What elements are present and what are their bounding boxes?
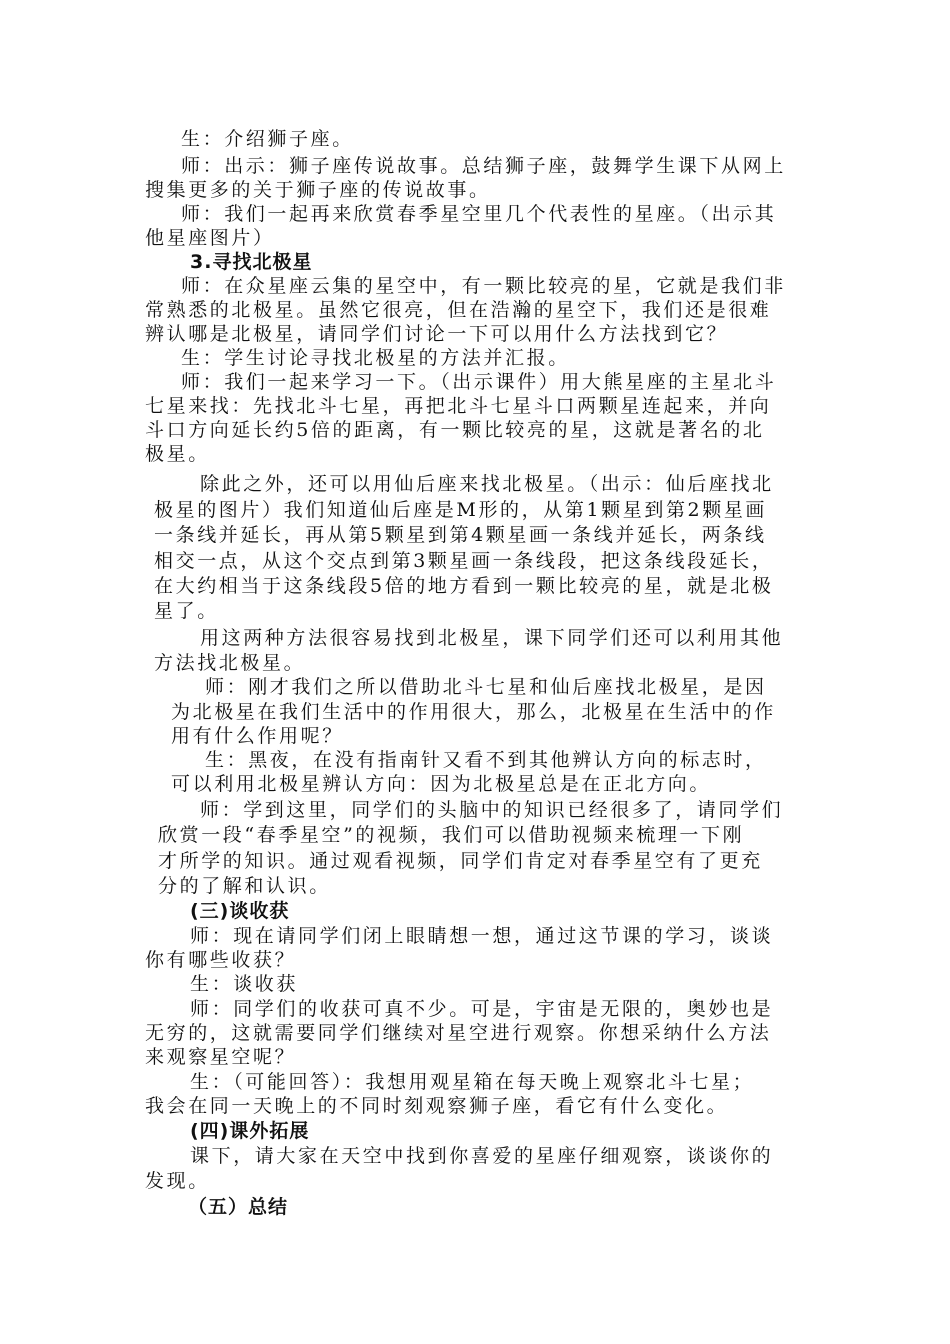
text-line: 搜集更多的关于狮子座的传说故事。: [145, 179, 491, 201]
text-line: 生：介绍狮子座。: [181, 128, 354, 150]
text-line: 星了。: [154, 600, 219, 622]
text-line: 除此之外，还可以用仙后座来找北极星。（出示：仙后座找北: [200, 473, 774, 495]
text-line: 他星座图片）: [145, 227, 275, 249]
text-line: 用这两种方法很容易找到北极星，课下同学们还可以利用其他: [200, 627, 784, 649]
text-line: 师：刚才我们之所以借助北斗七星和仙后座找北极星，是因: [205, 676, 767, 698]
text-line: 分的了解和认识。: [158, 875, 331, 897]
text-line: 我会在同一天晚上的不同时刻观察狮子座，看它有什么变化。: [145, 1095, 729, 1117]
text-line: 斗口方向延长约5倍的距离，有一颗比较亮的星，这就是著名的北: [145, 419, 765, 441]
text-line: 才所学的知识。通过观看视频，同学们肯定对春季星空有了更充: [158, 850, 763, 872]
section-heading: (三)谈收获: [190, 900, 290, 922]
text-line: 一条线并延长，再从第5颗星到第4颗星画一条线并延长，两条线: [154, 524, 767, 546]
text-line: 师：学到这里，同学们的头脑中的知识已经很多了，请同学们: [200, 799, 784, 821]
text-line: 欣赏一段“春季星空”的视频，我们可以借助视频来梳理一下刚: [158, 824, 745, 846]
text-line: 方法找北极星。: [154, 652, 306, 674]
text-line: 相交一点，从这个交点到第3颗星画一条线段，把这条线段延长，: [154, 550, 774, 572]
text-line: 师：现在请同学们闭上眼睛想一想，通过这节课的学习，谈谈: [190, 925, 774, 947]
text-line: 生：学生讨论寻找北极星的方法并汇报。: [181, 347, 570, 369]
text-line: 可以利用北极星辨认方向：因为北极星总是在正北方向。: [171, 773, 712, 795]
text-line: 生：黑夜，在没有指南针又看不到其他辨认方向的标志时，: [205, 749, 767, 771]
text-line: 你有哪些收获？: [145, 949, 297, 971]
text-line: 七星来找：先找北斗七星，再把北斗七星斗口两颗星连起来，并向: [145, 395, 772, 417]
text-line: 常熟悉的北极星。虽然它很亮，但在浩瀚的星空下，我们还是很难: [145, 299, 772, 321]
text-line: 师：出示：狮子座传说故事。总结狮子座，鼓舞学生课下从网上: [181, 155, 786, 177]
section-heading: (四)课外拓展: [190, 1120, 310, 1142]
text-line: 课下，请大家在天空中找到你喜爱的星座仔细观察，谈谈你的: [190, 1145, 774, 1167]
text-line: 师：在众星座云集的星空中，有一颗比较亮的星，它就是我们非: [181, 275, 786, 297]
text-line: 发现。: [145, 1170, 210, 1192]
text-line: 师：我们一起再来欣赏春季星空里几个代表性的星座。（出示其: [181, 203, 777, 225]
text-line: 无穷的，这就需要同学们继续对星空进行观察。你想采纳什么方法: [145, 1022, 772, 1044]
text-line: 生：（可能回答）：我想用观星箱在每天晚上观察北斗七星；: [190, 1071, 755, 1093]
section-heading: （五）总结: [188, 1196, 289, 1218]
text-line: 辨认哪是北极星，请同学们讨论一下可以用什么方法找到它？: [145, 323, 729, 345]
text-line: 极星。: [145, 443, 210, 465]
text-line: 生：谈收获: [190, 973, 299, 995]
text-line: 来观察星空呢？: [145, 1046, 297, 1068]
text-line: 为北极星在我们生活中的作用很大，那么，北极星在生活中的作: [171, 701, 776, 723]
text-line: 用有什么作用呢？: [171, 725, 344, 747]
text-line: 师：我们一起来学习一下。（出示课件）用大熊星座的主星北斗: [181, 371, 777, 393]
text-line: 极星的图片）我们知道仙后座是M形的，从第1颗星到第2颗星画: [154, 499, 768, 521]
text-line: 在大约相当于这条线段5倍的地方看到一颗比较亮的星，就是北极: [154, 575, 774, 597]
section-heading: 3.寻找北极星: [190, 251, 313, 273]
text-line: 师：同学们的收获可真不少。可是，宇宙是无限的，奥妙也是: [190, 998, 774, 1020]
